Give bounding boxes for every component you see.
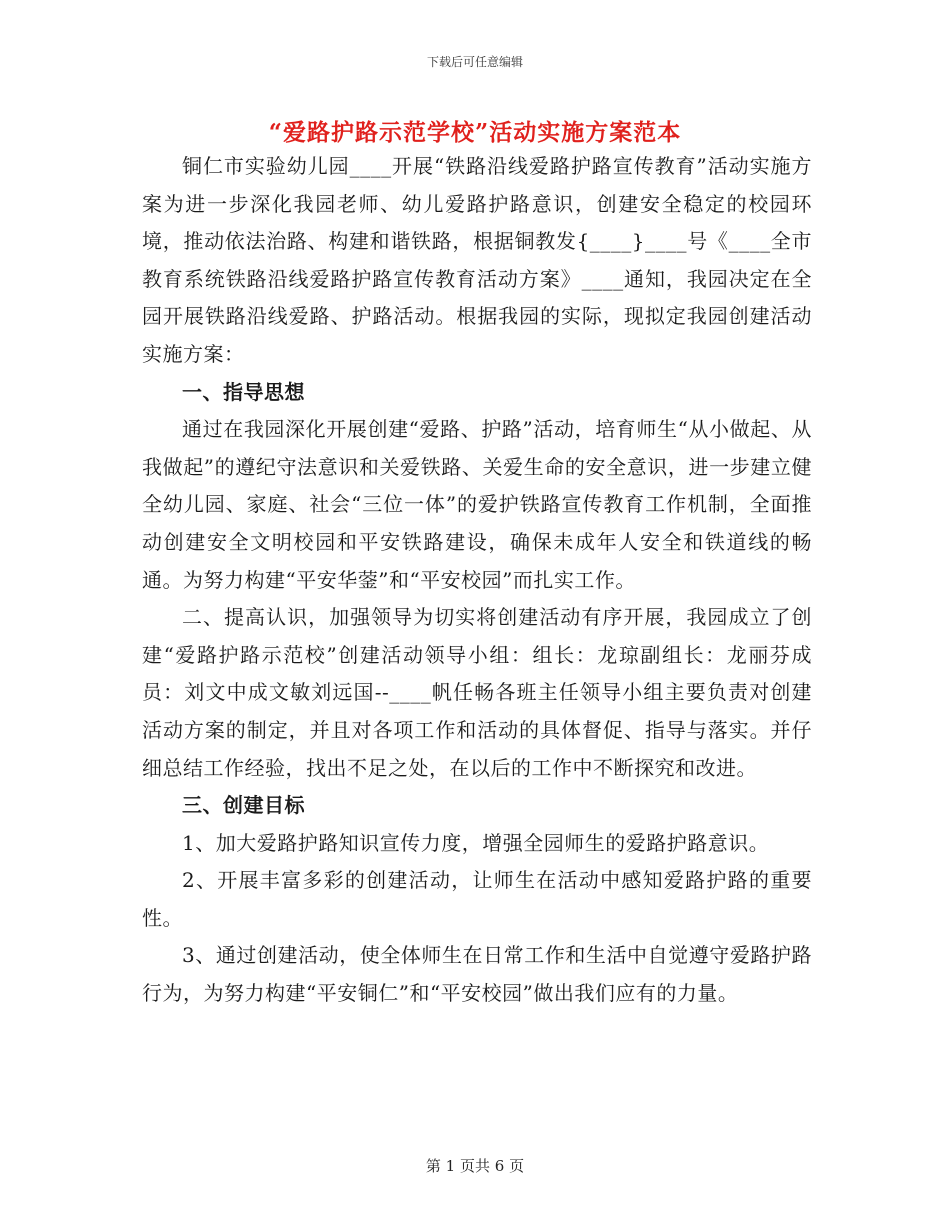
goal-item-1: 1、加大爱路护路知识宣传力度，增强全园师生的爱路护路意识。: [182, 830, 770, 855]
section-heading-guiding-idea: 一、指导思想: [182, 379, 305, 404]
page-number: 第 1 页共 6 页: [425, 1157, 525, 1175]
document-body: [142, 148, 812, 1013]
leadership-paragraph: 二、提高认识，加强领导为切实将创建活动有序开展，我园成立了创建“爱路护路示范校”创建活动领导小组：组长：龙琼副组长：龙丽芬成员：刘文中成文敏刘远国--____帆任畅各班主任领导小组主要负责对创建活动方案的制定，并且对各项工作和活动的具体督促、指导与落实。并仔细总结工作经验，找出不足之处，在以后的工作中不断探究和改进。: [142, 605, 812, 780]
header-note: 下载后可任意编辑: [426, 55, 523, 69]
document-title: “爱路护路示范学校”活动实施方案范本: [268, 119, 682, 146]
goal-item-3: 3、通过创建活动，使全体师生在日常工作和生活中自觉遵守爱路护路行为，为努力构建“平安铜仁”和“平安校园”做出我们应有的力量。: [142, 943, 812, 1006]
section-heading-goals: 三、创建目标: [182, 793, 305, 818]
intro-paragraph: 铜仁市实验幼儿园____开展“铁路沿线爱路护路宣传教育”活动实施方案为进一步深化我园老师、幼儿爱路护路意识，创建安全稳定的校园环境，推动依法治路、构建和谐铁路，根据铜教发{____}____号《____全市教育系统铁路沿线爱路护路宣传教育活动方案》____通知，我园决定在全园开展铁路沿线爱路、护路活动。根据我园的实际，现拟定我园创建活动实施方案：: [142, 154, 812, 366]
guiding-idea-paragraph: 通过在我园深化开展创建“爱路、护路”活动，培育师生“从小做起、从我做起”的遵纪守法意识和关爱铁路、关爱生命的安全意识，进一步建立健全幼儿园、家庭、社会“三位一体”的爱护铁路宣传教育工作机制，全面推动创建安全文明校园和平安铁路建设，确保未成年人安全和铁道线的畅通。为努力构建“平安华蓥”和“平安校园”而扎实工作。: [142, 417, 812, 592]
goal-item-2: 2、开展丰富多彩的创建活动，让师生在活动中感知爱路护路的重要性。: [142, 868, 812, 930]
